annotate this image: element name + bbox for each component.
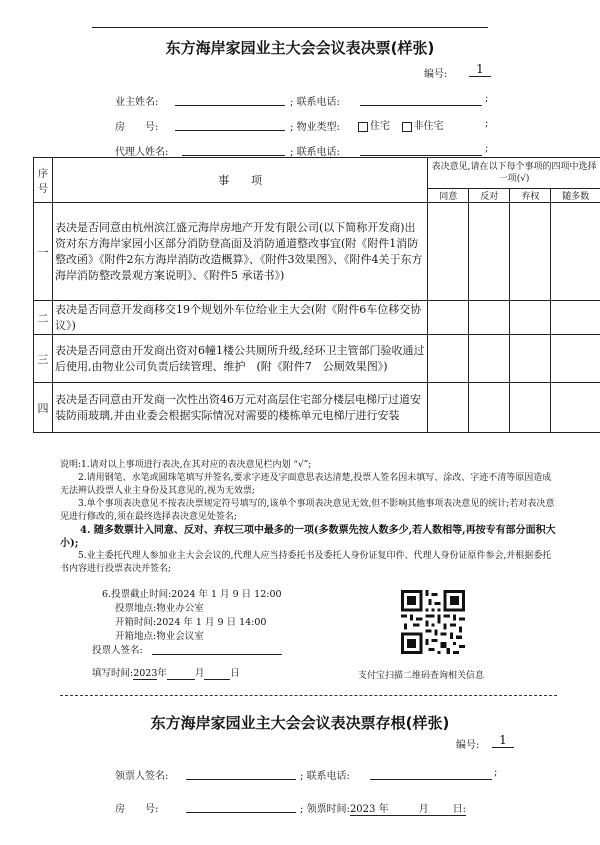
stub-phone-field[interactable]	[370, 767, 492, 780]
option-agree: 同意	[428, 189, 469, 203]
vote-cell-oppose[interactable]	[469, 383, 510, 433]
receiver-label: 领票人签名:	[115, 771, 169, 782]
property-type-label: 物业类型:	[296, 122, 340, 133]
stub-month-unit: 月	[418, 804, 429, 815]
month-unit: 月	[194, 668, 205, 679]
option-majority: 随多数	[551, 189, 600, 203]
residential-checkbox[interactable]	[358, 122, 368, 132]
note-1: 说明:1.请对以上事项进行表决,在其对应的表决意见栏内划 “√”;	[60, 460, 312, 470]
row-text: 表决是否同意开发商移交19个规划外车位给业主大会(附《附件6车位移交协议》)	[52, 301, 427, 335]
open-time: 开箱时间:2024 年 1 月 9 日 14:00	[115, 617, 267, 628]
residential-label: 住宅	[370, 121, 390, 132]
stub-room-label: 房 号:	[115, 804, 159, 815]
vote-cell-majority[interactable]	[551, 335, 600, 383]
agent-name-label: 代理人姓名:	[115, 147, 169, 158]
row-seq: 二	[34, 301, 53, 335]
non-residential-checkbox[interactable]	[402, 122, 412, 132]
item-header: 事 项	[52, 158, 427, 203]
fill-month-field[interactable]	[167, 668, 195, 680]
stub-phone-label: 联系电话:	[306, 771, 350, 782]
vote-cell-agree[interactable]	[428, 335, 469, 383]
vote-cell-abstain[interactable]	[510, 335, 551, 383]
vote-cell-oppose[interactable]	[469, 301, 510, 335]
table-row	[34, 383, 600, 433]
number-value: 1	[469, 62, 491, 77]
signature-field[interactable]	[152, 642, 282, 655]
note-3: 3.单个事项表决意见不按表决票规定符号填写的,该单个事项表决意见无效,但不影响其他事项表决意见的统计;若对表决意见进行修改的,须在最终选择表决意见处签名;	[60, 499, 555, 522]
instructions	[60, 459, 560, 576]
day-unit: 日	[230, 668, 240, 679]
note-4: 4. 随多数票计入同意、反对、弃权三项中最多的一项(多数票先按人数多少,若人数相等,再按专有部分面积大小);	[60, 525, 556, 549]
vote-cell-abstain[interactable]	[510, 203, 551, 301]
non-residential-label: 非住宅	[413, 121, 444, 132]
vote-cell-abstain[interactable]	[510, 301, 551, 335]
vote-cell-agree[interactable]	[428, 383, 469, 433]
signature-label: 投票人签名:	[92, 645, 143, 656]
agent-name-field[interactable]	[182, 143, 285, 156]
vote-cell-majority[interactable]	[551, 203, 600, 301]
row-text: 表决是否同意由开发商一次性出资46万元对高层住宅部分楼层电梯厅过道安装防雨玻璃,并由业委会根据实际情况对需要的楼栋单元电梯厅进行安装	[52, 383, 427, 433]
table-row	[34, 301, 600, 335]
vote-cell-abstain[interactable]	[510, 383, 551, 433]
stub-day-field[interactable]	[429, 804, 453, 815]
row-seq: 三	[34, 335, 53, 383]
stub-room-field[interactable]	[186, 800, 296, 813]
owner-name-field[interactable]	[175, 93, 285, 106]
qr-code-icon	[401, 590, 465, 654]
vote-cell-majority[interactable]	[551, 301, 600, 335]
owner-name-label: 业主姓名:	[115, 97, 159, 108]
vote-cell-oppose[interactable]	[469, 203, 510, 301]
phone2-field[interactable]	[360, 143, 482, 156]
option-oppose: 反对	[469, 189, 510, 203]
phone-label: 联系电话:	[296, 97, 340, 108]
phone-field[interactable]	[360, 93, 482, 106]
page-title: 东方海岸家园业主大会会议表决票(样张)	[165, 39, 435, 57]
note-2: 2.请用钢笔、水笔或圆珠笔填写并签名,要求字迹及字面意思表达清楚,投票人签名因未填写、涂改、字迹不清等原因造成无法辨认投票人业主身份及其意见的,视为无效票;	[60, 473, 552, 496]
stub-number-label: 编号:	[456, 740, 480, 751]
row-seq: 四	[34, 383, 53, 433]
stub-day-unit: 日:	[452, 804, 466, 815]
stub-number-value: 1	[492, 733, 514, 748]
phone2-label: 联系电话:	[296, 147, 340, 158]
row-seq: 一	[34, 203, 53, 301]
opinion-header: 表决意见,请在以下每个事项的四项中选择一项(√)	[428, 158, 600, 189]
qr-caption: 支付宝扫描二维码查询相关信息	[358, 671, 485, 681]
stub-month-field[interactable]	[389, 804, 419, 815]
open-place: 开箱地点:物业会议室	[115, 631, 204, 642]
vote-cell-oppose[interactable]	[469, 335, 510, 383]
vote-cell-agree[interactable]	[428, 203, 469, 301]
stub-title: 东方海岸家园业主大会会议表决票存根(样张)	[150, 714, 450, 732]
room-label: 房 号:	[115, 122, 159, 133]
vote-cell-agree[interactable]	[428, 301, 469, 335]
deadline: 6.投票截止时间:2024 年 1 月 9 日 12:00	[102, 589, 282, 600]
vote-cell-majority[interactable]	[551, 383, 600, 433]
fill-day-field[interactable]	[204, 668, 230, 680]
cut-line	[60, 695, 557, 696]
year-unit: 年	[157, 668, 167, 679]
stub-year-unit: 年	[378, 804, 389, 815]
stub-year: 2023	[349, 804, 376, 815]
fill-year: 2023	[133, 668, 158, 679]
note-5: 5.业主委托代理人参加业主大会会议的,代理人应当持委托书及委托人身份证复印件、代理人身份证原件参会,并根据委托书内容进行投票表决并签名;	[60, 551, 552, 574]
row-text: 表决是否同意由开发商出资对6幢1楼公共厕所升级,经环卫主管部门验收通过后使用,由物业公司负责后续管理、维护 (附《附件7 公厕效果图》)	[52, 335, 427, 383]
stub-time-label: 领票时间:	[306, 804, 350, 815]
number-label: 编号:	[424, 69, 448, 80]
fill-time-label: 填写时间:	[92, 668, 134, 679]
row-text: 表决是否同意由杭州滨江盛元海岸房地产开发有限公司(以下简称开发商)出资对东方海岸家园小区部分消防登高面及消防通道整改事宜(附《附件1消防整改函》《附件2东方海岸消防改造概算》、《附件3效果图》、《附件4关于东方海岸消防整改景观方案说明》、《附件5 承诺书》)	[52, 203, 427, 301]
table-row	[34, 203, 600, 301]
vote-table	[33, 157, 600, 433]
seq-header: 序号	[34, 158, 53, 203]
vote-place: 投票地点:物业办公室	[115, 603, 204, 614]
table-row	[34, 335, 600, 383]
option-abstain: 弃权	[510, 189, 551, 203]
receiver-field[interactable]	[186, 767, 296, 780]
room-field[interactable]	[175, 118, 285, 131]
top-rule	[92, 27, 488, 28]
